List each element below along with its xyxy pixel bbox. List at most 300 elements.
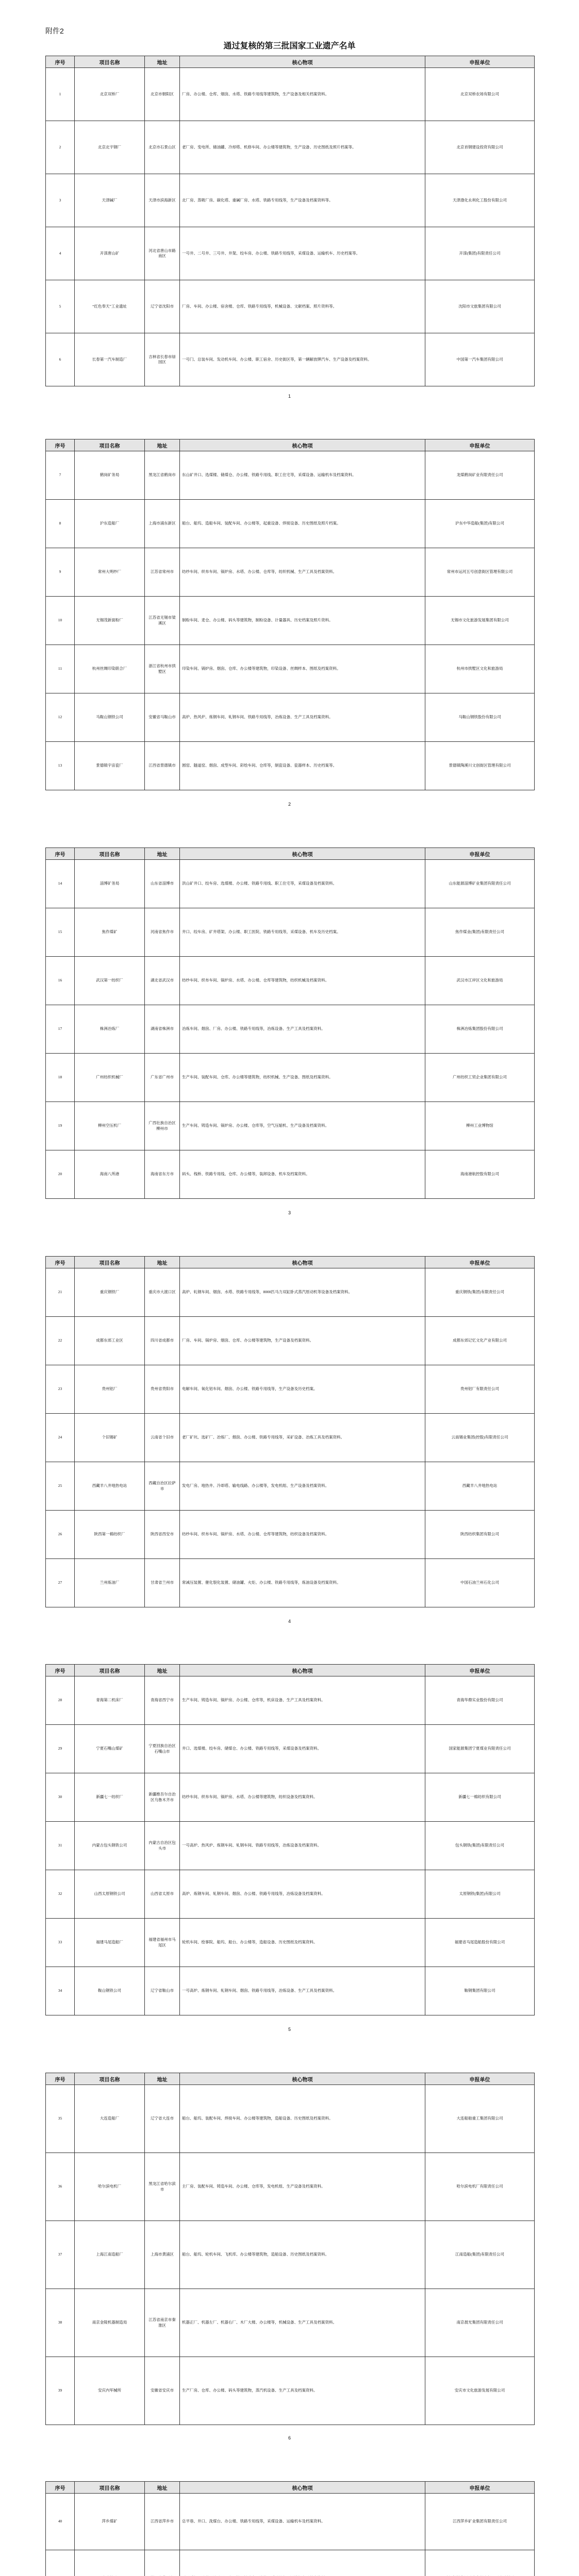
heritage-table xyxy=(45,2073,535,2425)
cell-project-name: 景德镇宇宙瓷厂 xyxy=(75,742,145,790)
cell-applicant: 新疆七一棉纺织有限公司 xyxy=(425,1773,535,1822)
cell-project-name: 海南八所港 xyxy=(75,1150,145,1199)
cell-core-items: 一号门、总装车间、发动机车间、办公楼、职工宿舍、历史街区等，第一辆解放牌汽车、生产设备及档案资料。 xyxy=(180,333,425,386)
cell-address: 云南省个旧市 xyxy=(145,1414,180,1462)
cell-applicant: 陕西纺织集团有限公司 xyxy=(425,1511,535,1559)
cell-no: 34 xyxy=(46,1967,75,2015)
cell-address: 北京市石景山区 xyxy=(145,121,180,174)
cell-no: 40 xyxy=(46,2494,75,2550)
cell-no: 5 xyxy=(46,280,75,333)
cell-applicant xyxy=(425,2550,535,2576)
cell-address: 辽宁省沈阳市 xyxy=(145,280,180,333)
cell-project-name: 马鞍山钢铁公司 xyxy=(75,693,145,742)
col-header-core: 核心物项 xyxy=(180,2073,425,2085)
col-header-no: 序号 xyxy=(46,56,75,68)
cell-project-name: 大连造船厂 xyxy=(75,2085,145,2153)
cell-no: 3 xyxy=(46,174,75,227)
cell-address: 山西省太原市 xyxy=(145,1870,180,1919)
cell-core-items: 洪山矿井口、绞车房、选煤楼、办公楼、铁路专用线、职工住宅等，采煤设备及档案资料。 xyxy=(180,860,425,908)
cell-address: 江西省萍乡市 xyxy=(145,2494,180,2550)
cell-core-items: 一号井、二号井、三号井、井架、绞车房、办公楼、铁路专用线等，采煤设备、运输机车、历史档案等。 xyxy=(180,227,425,280)
cell-applicant: 常州市运河五号创意街区管理有限公司 xyxy=(425,548,535,597)
table-row xyxy=(46,1967,535,2015)
cell-applicant: 山东能源淄博矿业集团有限责任公司 xyxy=(425,860,535,908)
page xyxy=(0,408,579,816)
table-row xyxy=(46,1511,535,1559)
page-number: 3 xyxy=(288,1210,291,1215)
page-number: 6 xyxy=(288,2435,291,2441)
cell-core-items: 总平巷、井口、洗煤台、办公楼、铁路专用线等，采煤设备、运输机车及档案资料。 xyxy=(180,2494,425,2550)
table-header-row xyxy=(46,439,535,451)
col-header-name: 项目名称 xyxy=(75,848,145,860)
cell-no: 4 xyxy=(46,227,75,280)
cell-project-name: 沪东造船厂 xyxy=(75,500,145,548)
cell-core-items: 制粉车间、麦仓、办公楼、码头等建筑物，制粉设备、计量器具、历史档案及照片资料。 xyxy=(180,597,425,645)
table-header-row xyxy=(46,848,535,860)
table-row xyxy=(46,68,535,121)
table-row xyxy=(46,1054,535,1102)
cell-address: 江西省景德镇市 xyxy=(145,742,180,790)
cell-project-name: 株洲冶炼厂 xyxy=(75,1005,145,1054)
cell-no xyxy=(46,2550,75,2576)
cell-core-items: 码头、栈桥、铁路专用线、仓库、办公楼等，装卸设备、机车及档案资料。 xyxy=(180,1150,425,1199)
cell-no: 18 xyxy=(46,1054,75,1102)
cell-no: 30 xyxy=(46,1773,75,1822)
table-row xyxy=(46,1317,535,1365)
heritage-table xyxy=(45,1256,535,1607)
cell-applicant: 焦作煤业(集团)有限责任公司 xyxy=(425,908,535,957)
cell-applicant: 武汉市江岸区文化和旅游局 xyxy=(425,957,535,1005)
cell-applicant: 成都东郊记忆文化产业有限公司 xyxy=(425,1317,535,1365)
cell-core-items: 生产车间、铸造车间、锅炉房、办公楼、仓库等，空气压缩机、生产设备及档案资料。 xyxy=(180,1102,425,1150)
table-header-row xyxy=(46,2073,535,2085)
table-row xyxy=(46,1102,535,1150)
cell-applicant: 西藏羊八井地热电站 xyxy=(425,1462,535,1511)
col-header-name: 项目名称 xyxy=(75,1257,145,1268)
table-row xyxy=(46,1870,535,1919)
cell-address: 青海省西宁市 xyxy=(145,1676,180,1725)
col-header-unit: 申报单位 xyxy=(425,2073,535,2085)
cell-no: 24 xyxy=(46,1414,75,1462)
page-number: 2 xyxy=(288,802,291,807)
cell-core-items: 一号高炉、热风炉、炼钢车间、轧钢车间、铁路专用线等，冶炼设备及档案资料。 xyxy=(180,1822,425,1870)
cell-applicant: 广州纺织工贸企业集团有限公司 xyxy=(425,1054,535,1102)
cell-project-name: 鞍山钢铁公司 xyxy=(75,1967,145,2015)
cell-applicant: 中国石油兰州石化公司 xyxy=(425,1559,535,1607)
cell-applicant: 江南造船(集团)有限责任公司 xyxy=(425,2221,535,2289)
table-row xyxy=(46,500,535,548)
cell-core-items: 井口、绞车房、矿井塔架、办公楼、职工医院、铁路专用线等，采煤设备、机车及历史档案。 xyxy=(180,908,425,957)
cell-no: 8 xyxy=(46,500,75,548)
col-header-unit: 申报单位 xyxy=(425,1257,535,1268)
cell-no: 15 xyxy=(46,908,75,957)
cell-project-name: 贵州铝厂 xyxy=(75,1365,145,1414)
cell-address: 吉林省长春市绿园区 xyxy=(145,333,180,386)
cell-core-items: 生产车间、铸造车间、锅炉房、办公楼、仓库等，机床设备、生产工具及档案资料。 xyxy=(180,1676,425,1725)
col-header-address: 地址 xyxy=(145,848,180,860)
col-header-core: 核心物项 xyxy=(180,2482,425,2494)
cell-no: 6 xyxy=(46,333,75,386)
table-row xyxy=(46,1822,535,1870)
table-row xyxy=(46,693,535,742)
col-header-name: 项目名称 xyxy=(75,439,145,451)
cell-project-name: 个旧锡矿 xyxy=(75,1414,145,1462)
cell-project-name: 常州大明纱厂 xyxy=(75,548,145,597)
cell-core-items: 冶炼车间、烟囱、厂房、办公楼、铁路专用线等，冶炼设备、生产工具及档案资料。 xyxy=(180,1005,425,1054)
cell-address: 江苏省常州市 xyxy=(145,548,180,597)
cell-core-items: 纺纱车间、织布车间、锅炉房、水塔、办公楼、仓库等，纺织机械、生产工具及档案资料。 xyxy=(180,548,425,597)
cell-applicant: 北京双桥农场有限公司 xyxy=(425,68,535,121)
heritage-table xyxy=(45,56,535,386)
cell-no: 20 xyxy=(46,1150,75,1199)
cell-applicant: 贵州铝厂有限责任公司 xyxy=(425,1365,535,1414)
table-header-row xyxy=(46,56,535,68)
cell-applicant: 太原钢铁(集团)有限公司 xyxy=(425,1870,535,1919)
col-header-name: 项目名称 xyxy=(75,2482,145,2494)
cell-project-name: 武汉第一纺织厂 xyxy=(75,957,145,1005)
cell-project-name: 北京北宇钢厂 xyxy=(75,121,145,174)
cell-address: 河南省焦作市 xyxy=(145,908,180,957)
cell-applicant: 景德镇陶溪川文创街区管理有限公司 xyxy=(425,742,535,790)
cell-core-items: 主厂房、装配车间、铸造车间、办公楼、仓库等，发电机组、生产设备及档案资料。 xyxy=(180,2153,425,2221)
cell-core-items: 生产厂房、仓库、办公楼、码头等建筑物，蒸汽机设备、生产工具及档案资料。 xyxy=(180,2357,425,2425)
page xyxy=(0,1225,579,1633)
table-row xyxy=(46,2153,535,2221)
cell-no: 21 xyxy=(46,1268,75,1317)
table-row xyxy=(46,645,535,693)
cell-core-items: 船台、船坞、轮机车间、飞机库、办公楼等建筑物，造船设备、历史图纸及档案资料。 xyxy=(180,2221,425,2289)
table-row xyxy=(46,2357,535,2425)
cell-applicant: 无锡市文化旅游发展集团有限公司 xyxy=(425,597,535,645)
cell-address: 宁夏回族自治区石嘴山市 xyxy=(145,1725,180,1773)
cell-applicant: 天津渤化永利化工股份有限公司 xyxy=(425,174,535,227)
cell-core-items: 纺纱车间、织布车间、锅炉房、水塔、办公楼等建筑物，纺织设备及档案资料。 xyxy=(180,1773,425,1822)
col-header-name: 项目名称 xyxy=(75,56,145,68)
col-header-unit: 申报单位 xyxy=(425,439,535,451)
cell-project-name: 兰州炼油厂 xyxy=(75,1559,145,1607)
cell-project-name: 安庆内军械所 xyxy=(75,2357,145,2425)
cell-address: 黑龙江省哈尔滨市 xyxy=(145,2153,180,2221)
cell-no: 14 xyxy=(46,860,75,908)
cell-address: 河北省唐山市路南区 xyxy=(145,227,180,280)
col-header-no: 序号 xyxy=(46,439,75,451)
cell-address: 贵州省贵阳市 xyxy=(145,1365,180,1414)
cell-applicant: 鞍钢集团有限公司 xyxy=(425,1967,535,2015)
cell-no: 38 xyxy=(46,2289,75,2357)
col-header-core: 核心物项 xyxy=(180,1257,425,1268)
cell-core-items: 机器正厂、机器左厂、机器右厂、木厂大楼、办公楼等，机械设备、生产工具及档案资料。 xyxy=(180,2289,425,2357)
page xyxy=(0,0,579,408)
cell-core-items: 印染车间、锅炉房、烟囱、仓库、办公楼等建筑物，印染设备、丝绸样本、图纸及档案资料。 xyxy=(180,645,425,693)
cell-applicant: 北京首钢建设投资有限公司 xyxy=(425,121,535,174)
table-header-row xyxy=(46,2482,535,2494)
table-row xyxy=(46,227,535,280)
col-header-core: 核心物项 xyxy=(180,56,425,68)
cell-no: 39 xyxy=(46,2357,75,2425)
cell-applicant: 沈阳市文旅集团有限公司 xyxy=(425,280,535,333)
col-header-unit: 申报单位 xyxy=(425,2482,535,2494)
cell-project-name: 青海第二机床厂 xyxy=(75,1676,145,1725)
cell-applicant: 云南锡业集团(控股)有限责任公司 xyxy=(425,1414,535,1462)
cell-core-items: 老厂矿坑、选矿厂、冶炼厂、烟囱、办公楼、铁路专用线等，采矿设备、冶炼工具及档案资料。 xyxy=(180,1414,425,1462)
cell-project-name: 山西太原钢铁公司 xyxy=(75,1870,145,1919)
cell-no: 23 xyxy=(46,1365,75,1414)
cell-core-items: 北厂房、蒸吸厂房、碳化塔、重碱厂房、水塔、铁路专用线等，生产设备及档案资料等。 xyxy=(180,174,425,227)
col-header-unit: 申报单位 xyxy=(425,848,535,860)
cell-applicant: 龙煤鹤岗矿业有限责任公司 xyxy=(425,451,535,500)
page xyxy=(0,2450,579,2576)
cell-address xyxy=(145,2550,180,2576)
cell-project-name: 开滦唐山矿 xyxy=(75,227,145,280)
cell-core-items: 船台、船坞、装配车间、焊接车间、办公楼等建筑物，造船设备、历史图纸及档案资料。 xyxy=(180,2085,425,2153)
cell-address: 上海市黄浦区 xyxy=(145,2221,180,2289)
cell-project-name: 长春第一汽车制造厂 xyxy=(75,333,145,386)
cell-core-items: 老厂房、变电所、储油罐、冷却塔、机修车间、办公楼等建筑物，生产设备、历史图纸及照片档案等。 xyxy=(180,121,425,174)
cell-address: 陕西省西安市 xyxy=(145,1511,180,1559)
table-row xyxy=(46,1462,535,1511)
page-number: 5 xyxy=(288,2027,291,2032)
cell-applicant: 开滦(集团)有限责任公司 xyxy=(425,227,535,280)
cell-project-name: 新疆七一纺织厂 xyxy=(75,1773,145,1822)
cell-address: 内蒙古自治区包头市 xyxy=(145,1822,180,1870)
table-row xyxy=(46,548,535,597)
cell-project-name: 无锡茂新面粉厂 xyxy=(75,597,145,645)
cell-project-name: 重庆钢铁厂 xyxy=(75,1268,145,1317)
table-row xyxy=(46,333,535,386)
table-row xyxy=(46,280,535,333)
cell-applicant: 大连船舶重工集团有限公司 xyxy=(425,2085,535,2153)
page-number: 1 xyxy=(288,394,291,399)
cell-project-name: 宁夏石嘴山煤矿 xyxy=(75,1725,145,1773)
table-row xyxy=(46,174,535,227)
cell-core-items: 纺纱车间、织布车间、锅炉房、水塔、办公楼、仓库等建筑物，纺织设备及档案资料。 xyxy=(180,1511,425,1559)
cell-project-name: 上海江南造船厂 xyxy=(75,2221,145,2289)
cell-core-items: 高炉、热风炉、炼钢车间、轧钢车间、铁路专用线等，冶炼设备、生产工具及档案资料。 xyxy=(180,693,425,742)
col-header-no: 序号 xyxy=(46,848,75,860)
table-row xyxy=(46,908,535,957)
col-header-no: 序号 xyxy=(46,2073,75,2085)
cell-no: 10 xyxy=(46,597,75,645)
cell-applicant: 哈尔滨电机厂有限责任公司 xyxy=(425,2153,535,2221)
cell-core-items: 一号高炉、炼钢车间、轧钢车间、烟囱、铁路专用线等，冶炼设备、生产工具及档案资料。 xyxy=(180,1967,425,2015)
page-number: 4 xyxy=(288,1619,291,1624)
cell-address: 辽宁省鞍山市 xyxy=(145,1967,180,2015)
cell-no: 17 xyxy=(46,1005,75,1054)
cell-core-items: 井口、选煤楼、绞车房、储煤仓、办公楼、铁路专用线等，采煤设备及档案资料。 xyxy=(180,1725,425,1773)
cell-no: 13 xyxy=(46,742,75,790)
cell-no: 12 xyxy=(46,693,75,742)
cell-address: 广东省广州市 xyxy=(145,1054,180,1102)
cell-address: 安徽省安庆市 xyxy=(145,2357,180,2425)
cell-no: 26 xyxy=(46,1511,75,1559)
table-row xyxy=(46,860,535,908)
cell-project-name: “红色奉天”工业遗址 xyxy=(75,280,145,333)
cell-applicant: 海南港航控股有限公司 xyxy=(425,1150,535,1199)
col-header-core: 核心物项 xyxy=(180,1665,425,1676)
heritage-table xyxy=(45,848,535,1199)
cell-project-name: 哈尔滨电机厂 xyxy=(75,2153,145,2221)
cell-no: 11 xyxy=(46,645,75,693)
cell-applicant: 包头钢铁(集团)有限责任公司 xyxy=(425,1822,535,1870)
col-header-address: 地址 xyxy=(145,2482,180,2494)
cell-core-items: 发电厂房、地热井、冷却塔、输电线路、办公楼等，发电机组、生产设备及档案资料。 xyxy=(180,1462,425,1511)
cell-no: 7 xyxy=(46,451,75,500)
cell-address: 江苏省南京市秦淮区 xyxy=(145,2289,180,2357)
cell-core-items xyxy=(180,2550,425,2576)
cell-no: 35 xyxy=(46,2085,75,2153)
table-row xyxy=(46,1268,535,1317)
cell-address: 湖南省株洲市 xyxy=(145,1005,180,1054)
cell-project-name: 北京双桥厂 xyxy=(75,68,145,121)
cell-project-name: 陕西第一棉纺织厂 xyxy=(75,1511,145,1559)
cell-project-name: 萍乡煤矿 xyxy=(75,2494,145,2550)
cell-address: 山东省淄博市 xyxy=(145,860,180,908)
table-row xyxy=(46,597,535,645)
col-header-core: 核心物项 xyxy=(180,848,425,860)
cell-project-name xyxy=(75,2550,145,2576)
table-row xyxy=(46,1676,535,1725)
cell-applicant: 沪东中华造船(集团)有限公司 xyxy=(425,500,535,548)
table-row xyxy=(46,957,535,1005)
cell-address: 辽宁省大连市 xyxy=(145,2085,180,2153)
cell-project-name: 柳州空压机厂 xyxy=(75,1102,145,1150)
cell-no: 19 xyxy=(46,1102,75,1150)
table-row xyxy=(46,451,535,500)
heritage-table xyxy=(45,439,535,790)
document-title: 通过复核的第三批国家工业遗产名单 xyxy=(223,42,356,50)
cell-applicant: 重庆钢铁(集团)有限责任公司 xyxy=(425,1268,535,1317)
cell-no: 9 xyxy=(46,548,75,597)
col-header-no: 序号 xyxy=(46,1257,75,1268)
cell-project-name: 焦作煤矿 xyxy=(75,908,145,957)
cell-applicant: 福建省马尾造船股份有限公司 xyxy=(425,1919,535,1967)
table-row xyxy=(46,1559,535,1607)
heritage-table xyxy=(45,1664,535,2015)
table-row xyxy=(46,1414,535,1462)
cell-address: 湖北省武汉市 xyxy=(145,957,180,1005)
cell-project-name: 广州纺织机械厂 xyxy=(75,1054,145,1102)
cell-core-items: 圆窑、隧道窑、烟囱、成型车间、彩绘车间、仓库等，制瓷设备、瓷器样本、历史档案等。 xyxy=(180,742,425,790)
cell-project-name: 内蒙古包头钢铁公司 xyxy=(75,1822,145,1870)
cell-address: 安徽省马鞍山市 xyxy=(145,693,180,742)
cell-core-items: 东山矿井口、选煤楼、储煤仓、办公楼、铁路专用线、职工住宅等，采煤设备、运输机车及档案资料。 xyxy=(180,451,425,500)
cell-project-name: 南京金陵机器制造局 xyxy=(75,2289,145,2357)
table-row xyxy=(46,2550,535,2576)
cell-applicant: 国家能源集团宁夏煤业有限责任公司 xyxy=(425,1725,535,1773)
cell-no: 29 xyxy=(46,1725,75,1773)
cell-address: 四川省成都市 xyxy=(145,1317,180,1365)
col-header-name: 项目名称 xyxy=(75,2073,145,2085)
table-row xyxy=(46,1773,535,1822)
page xyxy=(0,1633,579,2041)
cell-applicant: 马鞍山钢铁股份有限公司 xyxy=(425,693,535,742)
col-header-address: 地址 xyxy=(145,1665,180,1676)
cell-no: 27 xyxy=(46,1559,75,1607)
cell-address: 黑龙江省鹤岗市 xyxy=(145,451,180,500)
cell-address: 江苏省无锡市梁溪区 xyxy=(145,597,180,645)
table-row xyxy=(46,2221,535,2289)
cell-applicant: 株洲冶炼集团股份有限公司 xyxy=(425,1005,535,1054)
cell-address: 福建省福州市马尾区 xyxy=(145,1919,180,1967)
table-row xyxy=(46,2494,535,2550)
cell-address: 广西壮族自治区柳州市 xyxy=(145,1102,180,1150)
cell-project-name: 鹤岗矿务局 xyxy=(75,451,145,500)
cell-address: 西藏自治区拉萨市 xyxy=(145,1462,180,1511)
cell-applicant: 安庆市文化旅游发展有限公司 xyxy=(425,2357,535,2425)
cell-address: 重庆市大渡口区 xyxy=(145,1268,180,1317)
cell-applicant: 柳州工业博物馆 xyxy=(425,1102,535,1150)
cell-project-name: 西藏羊八井地热电站 xyxy=(75,1462,145,1511)
cell-core-items: 高炉、轧钢车间、烟囱、水塔、铁路专用线等，8000匹马力双缸卧式蒸汽原动机等设备及档案资料。 xyxy=(180,1268,425,1317)
table-row xyxy=(46,1365,535,1414)
cell-core-items: 高炉、炼钢车间、轧钢车间、烟囱、办公楼、铁路专用线等，冶炼设备及档案资料。 xyxy=(180,1870,425,1919)
cell-no: 33 xyxy=(46,1919,75,1967)
cell-address: 甘肃省兰州市 xyxy=(145,1559,180,1607)
table-row xyxy=(46,742,535,790)
col-header-address: 地址 xyxy=(145,1257,180,1268)
cell-core-items: 电解车间、氧化铝车间、烟囱、办公楼、铁路专用线等，生产设备及历史档案。 xyxy=(180,1365,425,1414)
table-row xyxy=(46,1005,535,1054)
cell-applicant: 南京晨光集团有限责任公司 xyxy=(425,2289,535,2357)
col-header-unit: 申报单位 xyxy=(425,56,535,68)
cell-core-items: 厂房、车间、锅炉房、烟囱、仓库、办公楼等建筑物，生产设备及档案资料。 xyxy=(180,1317,425,1365)
cell-applicant: 江西萍乡矿业集团有限责任公司 xyxy=(425,2494,535,2550)
col-header-address: 地址 xyxy=(145,439,180,451)
table-row xyxy=(46,1919,535,1967)
table-header-row xyxy=(46,1257,535,1268)
cell-address: 天津市滨海新区 xyxy=(145,174,180,227)
heritage-table xyxy=(45,2481,535,2576)
cell-applicant: 青海华鼎实业股份有限公司 xyxy=(425,1676,535,1725)
cell-project-name: 成都东郊工业区 xyxy=(75,1317,145,1365)
col-header-core: 核心物项 xyxy=(180,439,425,451)
cell-core-items: 轮机车间、绘事院、船坞、船台、办公楼等，造船设备、历史图纸及档案资料。 xyxy=(180,1919,425,1967)
cell-core-items: 常减压装置、催化裂化装置、储油罐、火炬、办公楼、铁路专用线等，炼油设备及档案资料。 xyxy=(180,1559,425,1607)
cell-no: 28 xyxy=(46,1676,75,1725)
table-row xyxy=(46,121,535,174)
table-row xyxy=(46,1725,535,1773)
col-header-no: 序号 xyxy=(46,1665,75,1676)
col-header-name: 项目名称 xyxy=(75,1665,145,1676)
cell-core-items: 厂房、车间、办公楼、宿舍楼、仓库、铁路专用线等，机械设备、文献档案、照片资料等。 xyxy=(180,280,425,333)
cell-address: 北京市朝阳区 xyxy=(145,68,180,121)
cell-applicant: 中国第一汽车集团有限公司 xyxy=(425,333,535,386)
table-row xyxy=(46,1150,535,1199)
col-header-address: 地址 xyxy=(145,2073,180,2085)
col-header-unit: 申报单位 xyxy=(425,1665,535,1676)
cell-core-items: 纺纱车间、织布车间、锅炉房、水塔、办公楼、仓库等建筑物，纺织机械及档案资料。 xyxy=(180,957,425,1005)
cell-no: 36 xyxy=(46,2153,75,2221)
cell-address: 上海市浦东新区 xyxy=(145,500,180,548)
cell-core-items: 厂房、办公楼、仓库、烟囱、水塔、铁路专用线等建筑物，生产设备及相关档案资料。 xyxy=(180,68,425,121)
cell-no: 2 xyxy=(46,121,75,174)
cell-no: 1 xyxy=(46,68,75,121)
cell-no: 37 xyxy=(46,2221,75,2289)
cell-no: 32 xyxy=(46,1870,75,1919)
cell-project-name: 淄博矿务局 xyxy=(75,860,145,908)
cell-no: 16 xyxy=(46,957,75,1005)
cell-project-name: 天津碱厂 xyxy=(75,174,145,227)
cell-no: 25 xyxy=(46,1462,75,1511)
cell-project-name: 福建马尾造船厂 xyxy=(75,1919,145,1967)
cell-core-items: 船台、船坞、造船车间、装配车间、办公楼等，起重设备、焊接设备、历史图纸及照片档案。 xyxy=(180,500,425,548)
cell-address: 新疆维吾尔自治区乌鲁木齐市 xyxy=(145,1773,180,1822)
page xyxy=(0,817,579,1225)
cell-no: 31 xyxy=(46,1822,75,1870)
page xyxy=(0,2042,579,2450)
cell-core-items: 生产车间、装配车间、仓库、办公楼等建筑物，纺织机械、生产设备、图纸及档案资料。 xyxy=(180,1054,425,1102)
cell-address: 浙江省杭州市拱墅区 xyxy=(145,645,180,693)
